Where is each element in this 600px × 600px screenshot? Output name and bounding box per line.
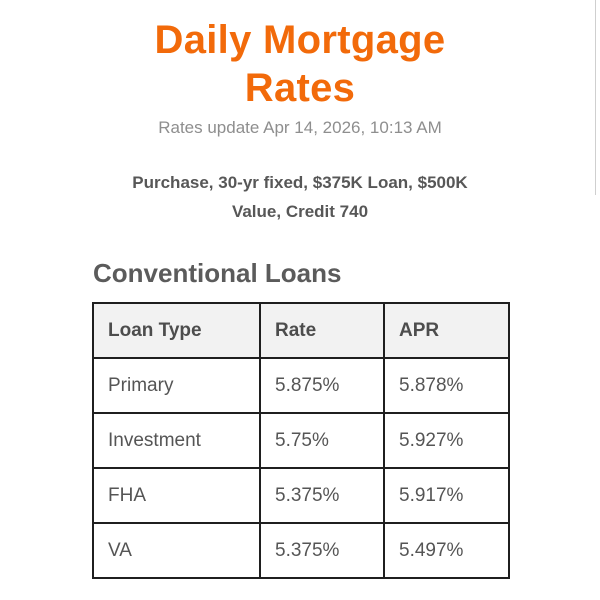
page-title-line-2: Rates	[244, 65, 356, 110]
loan-type-cell: VA	[93, 523, 260, 578]
apr-cell: 5.917%	[384, 468, 509, 523]
conventional-loans-heading: Conventional Loans	[93, 258, 342, 288]
table-row	[93, 413, 509, 468]
rate-cell: 5.375%	[260, 523, 384, 578]
table-header-row	[93, 303, 509, 358]
page-title-line-1: Daily Mortgage	[154, 17, 446, 62]
table-row	[93, 523, 509, 578]
conventional-rates-table	[92, 302, 510, 579]
loan-type-cell: FHA	[93, 468, 260, 523]
apr-cell: 5.927%	[384, 413, 509, 468]
loan-scenario-line-1: Purchase, 30-yr fixed, $375K Loan, $500K	[132, 173, 468, 192]
rate-cell: 5.875%	[260, 358, 384, 413]
loan-scenario-line-2: Value, Credit 740	[231, 202, 369, 221]
rate-cell: 5.375%	[260, 468, 384, 523]
column-header-apr: APR	[384, 303, 509, 358]
rates-update-timestamp: Rates update Apr 14, 2026, 10:13 AM	[158, 118, 442, 137]
table-row	[93, 358, 509, 413]
apr-cell: 5.497%	[384, 523, 509, 578]
page-title	[0, 16, 600, 112]
column-header-loan-type: Loan Type	[93, 303, 260, 358]
table-row	[93, 468, 509, 523]
loan-type-cell: Investment	[93, 413, 260, 468]
apr-cell: 5.878%	[384, 358, 509, 413]
column-header-rate: Rate	[260, 303, 384, 358]
loan-scenario-description	[105, 168, 495, 226]
loan-type-cell: Primary	[93, 358, 260, 413]
rate-cell: 5.75%	[260, 413, 384, 468]
